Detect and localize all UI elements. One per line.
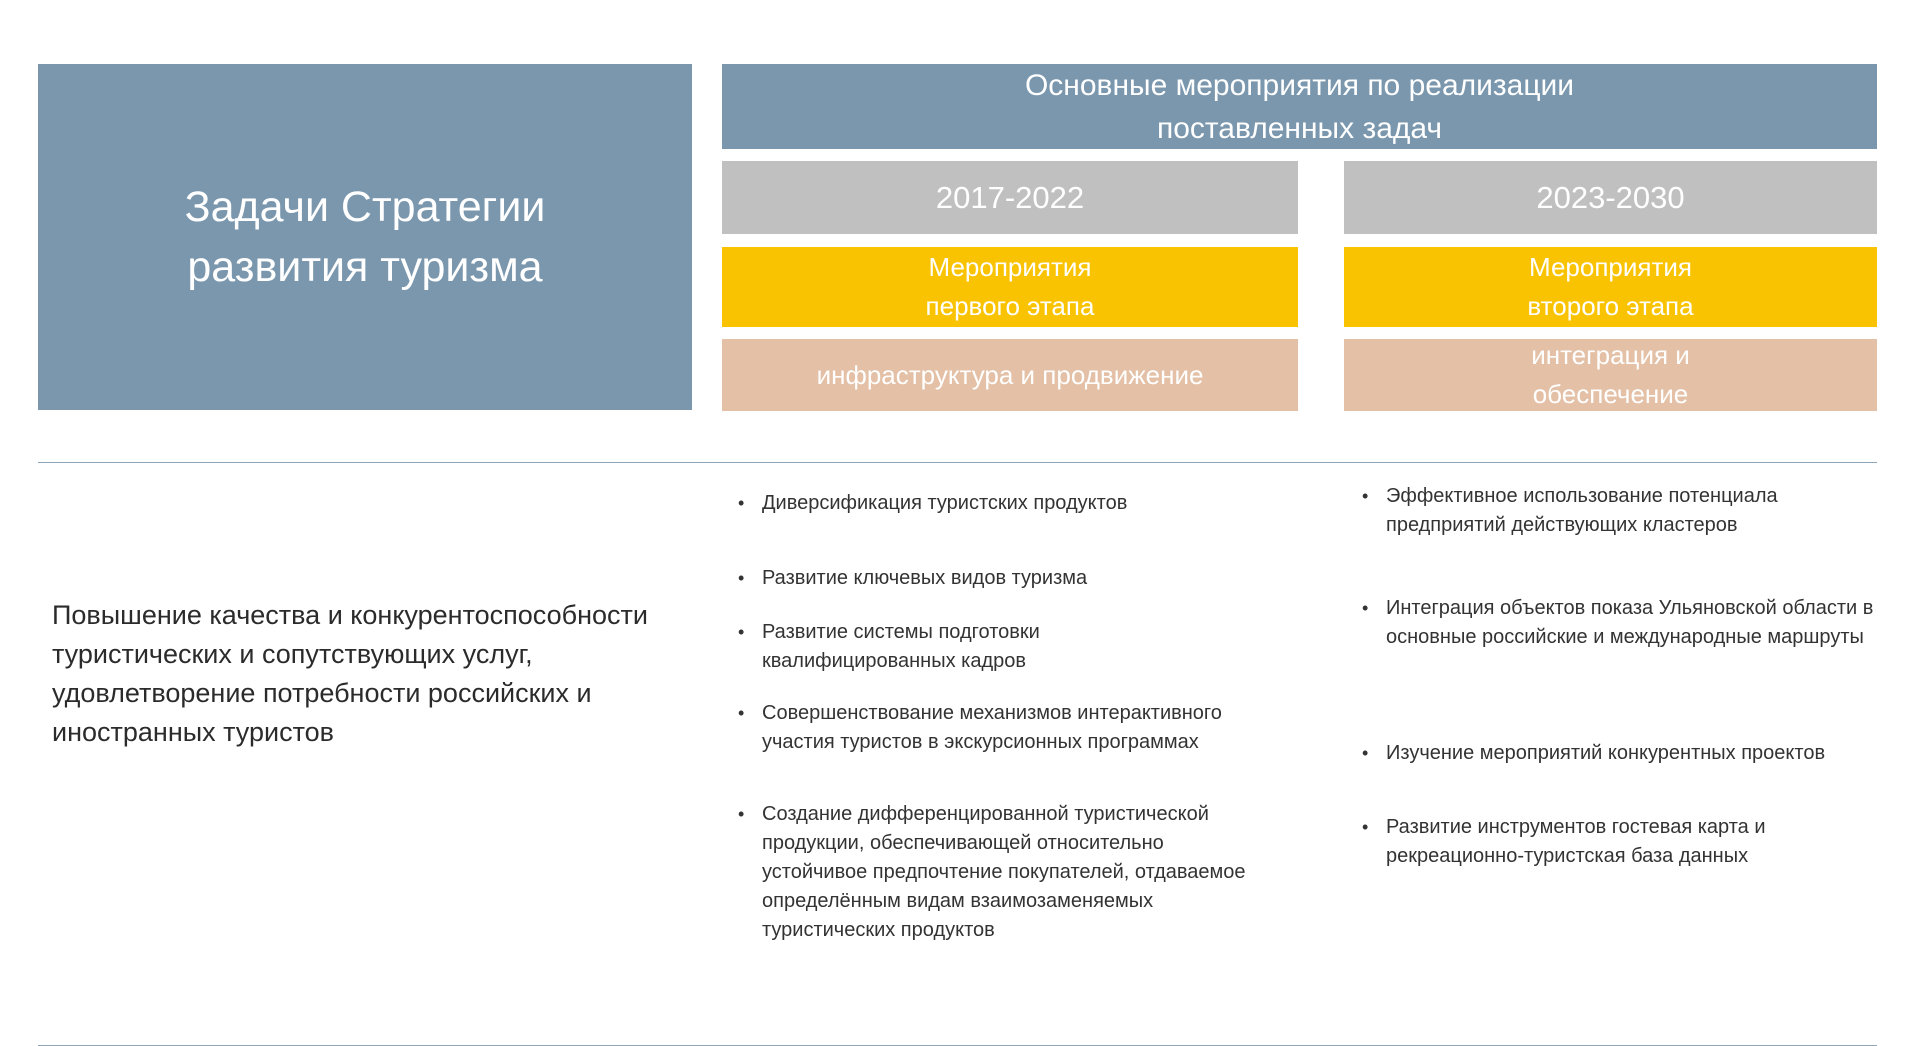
list-item bbox=[1358, 594, 1920, 652]
list-item bbox=[1358, 482, 1838, 540]
bullet-icon: • bbox=[738, 568, 745, 588]
list-item bbox=[734, 618, 1114, 676]
period-label-stage1: 2017-2022 bbox=[722, 161, 1298, 234]
measure-text: Эффективное использование потенциала предприятий действующих кластеров bbox=[1386, 485, 1778, 536]
list-item bbox=[734, 699, 1294, 757]
bullet-icon: • bbox=[1362, 598, 1369, 618]
period-label-stage2: 2023-2030 bbox=[1344, 161, 1877, 234]
task-description: Повышение качества и конкурентоспособности туристических и сопутствующих услуг, удовлетворение потребности российских и иностранных туристов bbox=[52, 600, 648, 747]
list-item bbox=[1358, 813, 1828, 871]
stage2-label: Мероприятия второго этапа bbox=[1344, 247, 1877, 327]
strategy-tasks-header: Задачи Стратегии развития туризма bbox=[38, 64, 692, 410]
measure-text: Совершенствование механизмов интерактивного участия туристов в экскурсионных программах bbox=[762, 702, 1222, 753]
measure-text: Изучение мероприятий конкурентных проектов bbox=[1386, 742, 1826, 764]
bullet-icon: • bbox=[738, 804, 745, 824]
bullet-icon: • bbox=[738, 622, 745, 642]
stage2-focus: интеграция и обеспечение bbox=[1344, 339, 1877, 411]
list-item bbox=[734, 800, 1264, 945]
list-item bbox=[734, 489, 1127, 518]
stage1-label: Мероприятия первого этапа bbox=[722, 247, 1298, 327]
stage1-focus: инфраструктура и продвижение bbox=[722, 339, 1298, 411]
list-item bbox=[734, 564, 1087, 593]
measure-text: Диверсификация туристских продуктов bbox=[762, 492, 1128, 514]
measure-text: Развитие системы подготовки квалифицированных кадров bbox=[762, 621, 1040, 672]
main-measures-header: Основные мероприятия по реализации поставленных задач bbox=[722, 64, 1877, 149]
bullet-icon: • bbox=[1362, 486, 1369, 506]
bullet-icon: • bbox=[1362, 817, 1369, 837]
bullet-icon: • bbox=[738, 493, 745, 513]
bullet-icon: • bbox=[738, 703, 745, 723]
measure-text: Создание дифференцированной туристической продукции, обеспечивающей относительно устойчивое предпочтение покупателей, отдаваемое определённым видам взаимозаменяемых туристических продуктов bbox=[762, 803, 1246, 941]
measure-text: Развитие ключевых видов туризма bbox=[762, 567, 1088, 589]
list-item bbox=[1358, 739, 1920, 768]
measure-text: Развитие инструментов гостевая карта и рекреационно-туристская база данных bbox=[1386, 816, 1766, 867]
bullet-icon: • bbox=[1362, 743, 1369, 763]
measure-text: Интеграция объектов показа Ульяновской области в основные российские и международные маршруты bbox=[1386, 597, 1874, 648]
top-divider bbox=[38, 462, 1877, 463]
